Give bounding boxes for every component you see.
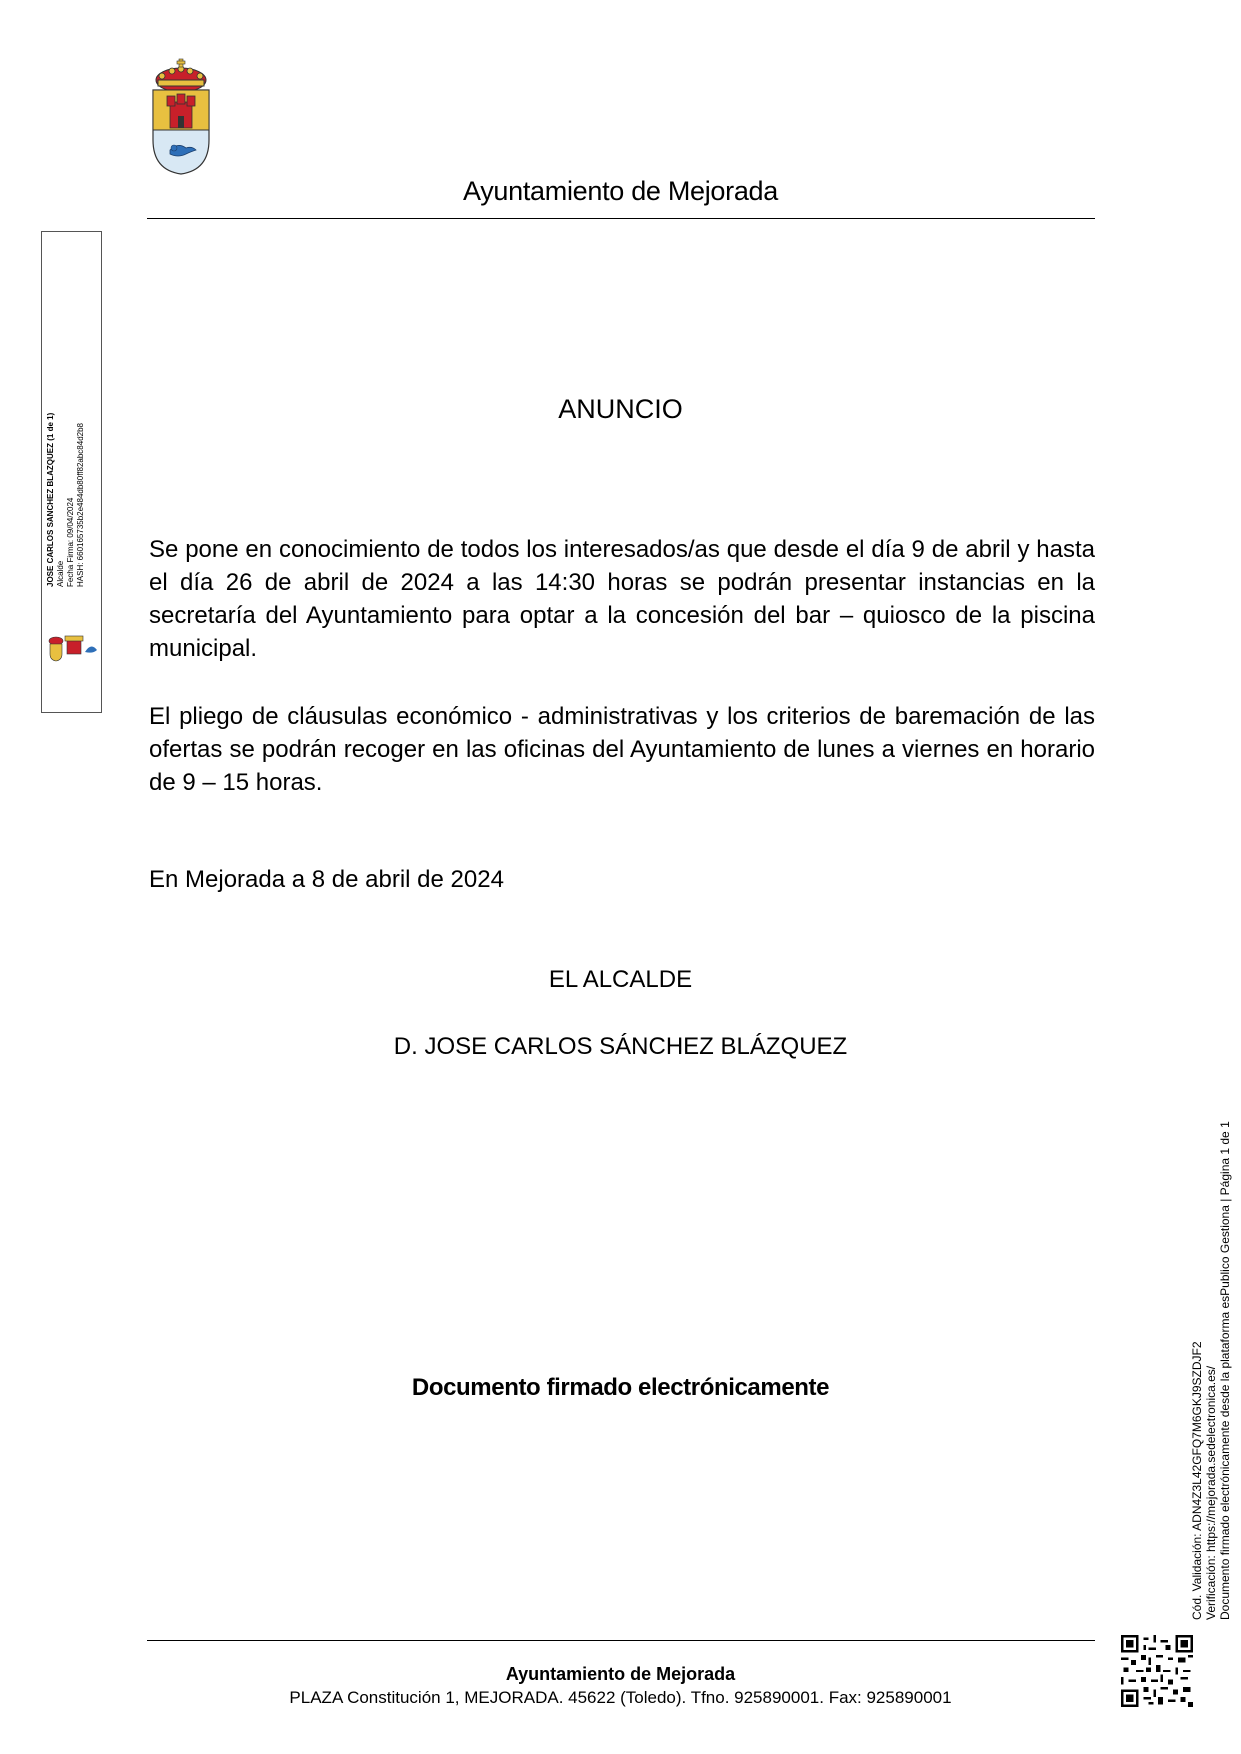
electronic-signature-note: Documento firmado electrónicamente — [411, 1374, 830, 1401]
footer-title: Ayuntamiento de Mejorada — [505, 1664, 736, 1684]
verification-url: Verificación: https://mejorada.sedelectronica.es/ — [1204, 1365, 1218, 1620]
body-paragraph: El pliego de cláusulas económico - administrativas y los criterios de baremación de las ofertas se podrán recoger en las oficinas del Ayuntamiento de lunes a viernes en horario de 9 – 15 horas. — [149, 703, 1095, 796]
footer-address: PLAZA Constitución 1, MEJORADA. 45622 (Toledo). Tfno. 925890001. Fax: 925890001 — [289, 1688, 952, 1707]
municipal-crest-logo — [150, 58, 212, 176]
signer-line: JOSE CARLOS SANCHEZ BLAZQUEZ (1 de 1) — [46, 412, 55, 587]
signature-hash: HASH: 660165735b2e484db80ff82abc84d2b8 — [76, 423, 85, 587]
crown-icon — [156, 59, 206, 92]
platform-note: Documento firmado electrónicamente desde la plataforma esPublico Gestiona | Página 1 de 1 — [1218, 1121, 1232, 1620]
signer-position: Alcalde — [56, 560, 65, 587]
body-paragraph: Se pone en conocimiento de todos los interesados/as que desde el día 9 de abril y hasta el día 26 de abril de 2024 a las 14:30 horas se podrán presentar instancias en la secretaría del Ayuntamiento para optar a la concesión del bar – quiosco de la piscina municipal. — [149, 536, 1095, 662]
signer-role: EL ALCALDE — [548, 966, 693, 993]
validation-code: Cód. Validación: ADN4Z3L42GFQ7M6GKJ9SZDJF2 — [1190, 1341, 1204, 1620]
signer-name: D. JOSE CARLOS SÁNCHEZ BLÁZQUEZ — [393, 1033, 848, 1060]
signature-details — [46, 357, 86, 587]
shield-icon — [153, 90, 209, 174]
document-title: ANUNCIO — [558, 394, 683, 424]
signature-date: Fecha Firma: 09/04/2024 — [66, 497, 75, 587]
place-and-date: En Mejorada a 8 de abril de 2024 — [149, 866, 504, 893]
small-crest-icon — [47, 632, 99, 662]
footer-divider — [147, 1640, 1095, 1641]
header-divider — [147, 218, 1095, 219]
verification-strip — [1190, 1121, 1232, 1620]
header-title: Ayuntamiento de Mejorada — [462, 176, 778, 206]
